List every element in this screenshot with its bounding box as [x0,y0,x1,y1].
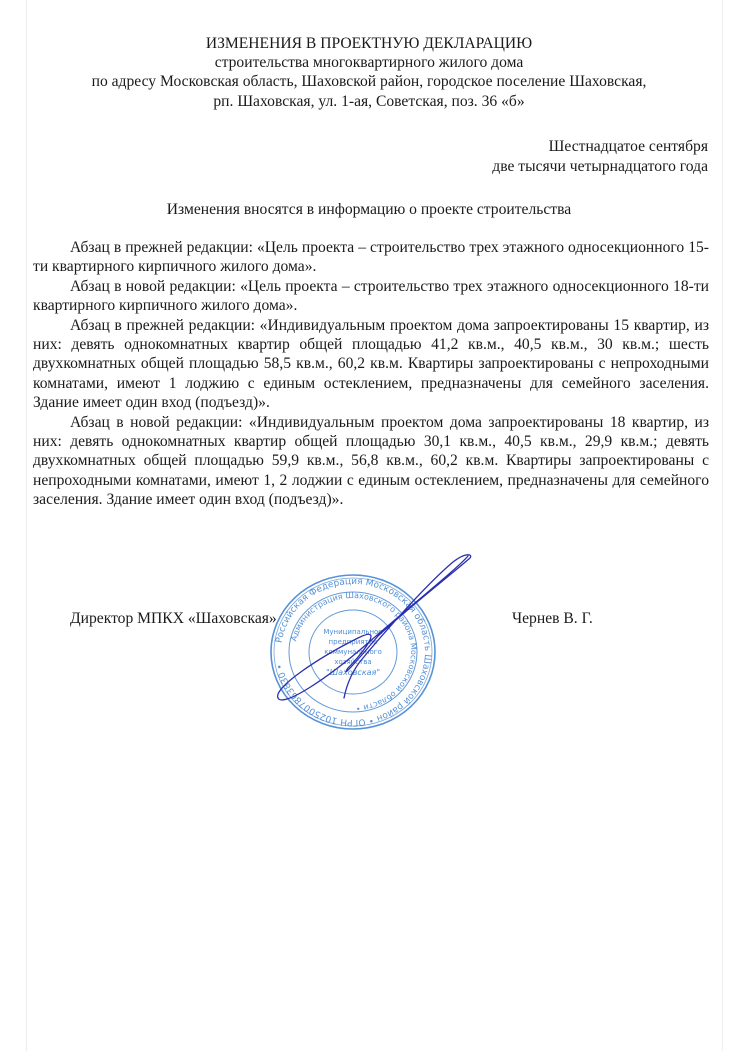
svg-text:хозяйства: хозяйства [334,658,372,666]
header-line-3: по адресу Московская область, Шаховской район, городское поселение Шаховская, [91,73,647,91]
handwritten-signature [268,548,478,728]
svg-text:Администрация Шаховского район: Администрация Шаховского района Московской области • [289,590,419,713]
paragraph: Абзац в новой редакции: «Индивидуальным проектом дома запроектированы 18 квартир, из них: девять однокомнатных квартир общей площадью 30,1 кв.м., 40,5 кв.м., 29,9 кв.м.; девять двухкомнатных общей площадью 59,9 кв.м., 56,8 кв.м., 60,2 кв.м. Квартиры запроектированы с непроходными комнатами, имеют 1, 2 лоджии с единым остеклением, предназначены для семейного заселения. Здание имеет один вход (подъезд)». [33,413,709,509]
document-body [33,238,709,510]
paragraph: Абзац в прежней редакции: «Цель проекта – строительство трех этажного односекционного 15-ти квартирного кирпичного жилого дома». [33,239,709,276]
signatory-name: Чернев В. Г. [512,610,593,627]
date-line-2: две тысячи четырнадцатого года [492,157,708,175]
document-title: ИЗМЕНЕНИЯ В ПРОЕКТНУЮ ДЕКЛАРАЦИЮ [205,35,533,52]
document-date [492,137,708,176]
document-subtitle: Изменения вносятся в информацию о проекте строительства [166,201,572,218]
document-header [0,34,738,111]
header-line-2: строительства многоквартирного жилого дома [214,54,524,72]
date-line-1: Шестнадцатое сентября [548,138,708,155]
svg-text:Российская Федерация Московска: Российская Федерация Московская область Шаховской район • ОГРН 1025007863830 • [274,576,433,728]
paragraph: Абзац в новой редакции: «Цель проекта – строительство трех этажного односекционного 18-ти квартирного кирпичного жилого дома». [33,277,709,315]
header-line-4: рп. Шаховская, ул. 1-ая, Советская, поз. 36 «б» [213,92,525,110]
scan-edge-right [722,0,723,1051]
paragraph: Абзац в прежней редакции: «Индивидуальным проектом дома запроектированы 15 квартир, из них: девять однокомнатных квартир общей площадью 41,2 кв.м., 40,5 кв.м., 30 кв.м.; шесть двухкомнатных общей площадью 58,5 кв.м., 60,2 кв.м. Квартиры запроектированы с непроходными комнатами, имеют 1 лоджию с единым остеклением, предназначены для семейного заселения. Здание имеет один вход (подъезд)». [33,316,709,412]
scan-edge-left [26,0,27,1051]
svg-text:предприятие: предприятие [328,638,378,646]
svg-text:"Шаховская": "Шаховская" [325,668,381,677]
signatory-position: Директор МПКХ «Шаховская» [70,610,277,627]
svg-text:Муниципальное: Муниципальное [323,628,383,636]
svg-text:коммунального: коммунального [324,648,382,656]
